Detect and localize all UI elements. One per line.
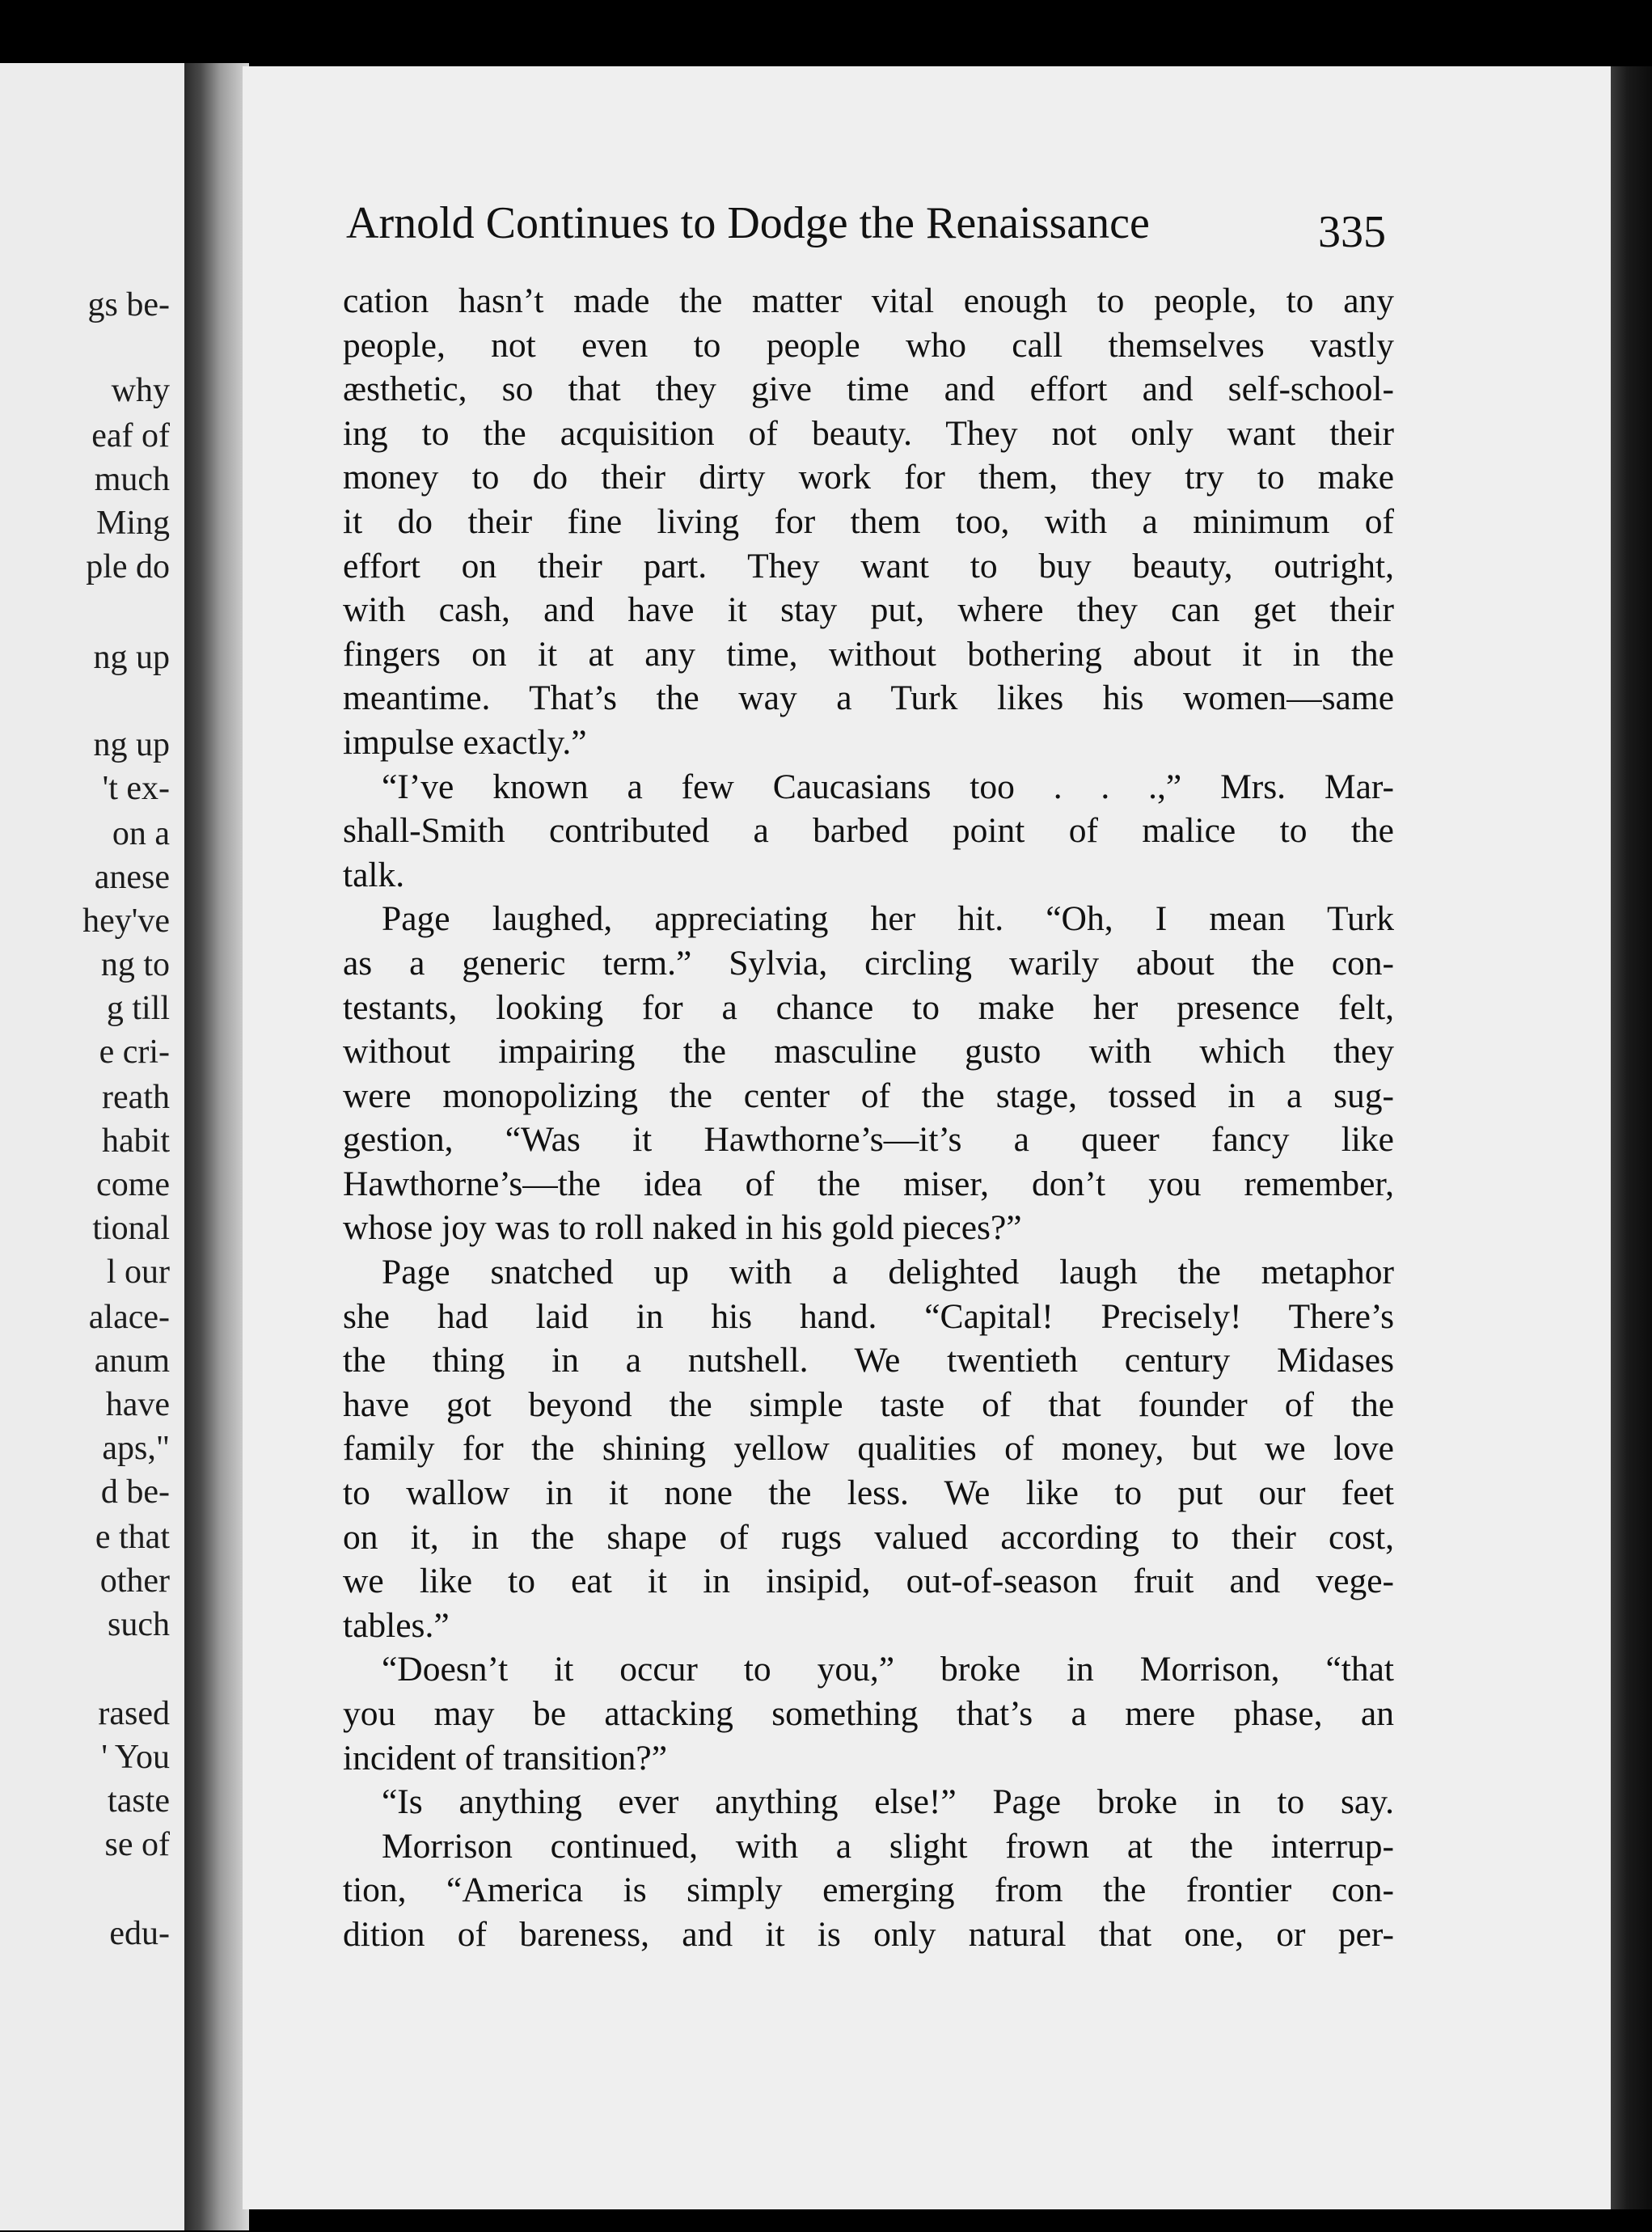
body-line: money to do their dirty work for them, they try to make <box>343 458 1394 497</box>
body-line: talk. <box>343 855 405 894</box>
page-edge-shadow <box>1611 66 1652 2209</box>
left-page-line: 't ex- <box>102 770 170 807</box>
body-line: you may be attacking something that’s a mere phase, an <box>343 1694 1394 1733</box>
body-line: it do their fine living for them too, with a minimum of <box>343 501 1394 541</box>
body-line: the thing in a nutshell. We twentieth century Midases <box>343 1341 1394 1380</box>
left-page-line: have <box>105 1386 170 1423</box>
left-page-line: reath <box>102 1079 170 1116</box>
body-line: Page snatched up with a delighted laugh the metaphor <box>382 1253 1394 1292</box>
left-page-line: e that <box>95 1519 170 1556</box>
body-line: meantime. That’s the way a Turk likes his women—same <box>343 678 1394 718</box>
left-page-line: e cri- <box>99 1034 170 1071</box>
left-page-line: taste <box>108 1782 170 1820</box>
left-page-line: why <box>111 372 170 409</box>
body-line: on it, in the shape of rugs valued according to their cost, <box>343 1517 1394 1557</box>
body-line: dition of bareness, and it is only natural that one, or per- <box>343 1914 1394 1954</box>
body-line: tables.” <box>343 1605 450 1645</box>
body-line: to wallow in it none the less. We like to put our feet <box>343 1473 1394 1513</box>
body-line: have got beyond the simple taste of that founder of the <box>343 1384 1394 1424</box>
body-line: incident of transition?” <box>343 1738 668 1778</box>
left-page-line: ng up <box>93 726 170 763</box>
left-page-line: aps," <box>102 1430 170 1467</box>
left-page-line: ple do <box>86 548 170 585</box>
body-line: without impairing the masculine gusto with which they <box>343 1032 1394 1072</box>
left-page-line: d be- <box>100 1473 170 1511</box>
body-line: we like to eat it in insipid, out-of-season fruit and vege- <box>343 1562 1394 1601</box>
body-line: ing to the acquisition of beauty. They not only want their <box>343 413 1394 453</box>
left-page-line: ' You <box>101 1739 170 1776</box>
body-line: with cash, and have it stay put, where they can get their <box>343 590 1394 630</box>
body-line: testants, looking for a chance to make her presence felt, <box>343 987 1394 1027</box>
left-page-line: anum <box>94 1342 170 1380</box>
body-line: people, not even to people who call themselves vastly <box>343 325 1394 365</box>
body-line: æsthetic, so that they give time and effort and self-school- <box>343 370 1394 409</box>
book-gutter <box>184 63 249 2230</box>
body-line: “Doesn’t it occur to you,” broke in Morrison, “that <box>382 1650 1394 1689</box>
page-number: 335 <box>1318 207 1386 257</box>
left-page-line: gs be- <box>87 286 170 323</box>
left-page-line: Ming <box>95 505 170 542</box>
left-page-line: other <box>99 1562 170 1600</box>
body-text <box>343 279 1394 1957</box>
left-page-line: much <box>94 461 170 498</box>
left-page-line: eaf of <box>91 417 170 454</box>
body-line: family for the shining yellow qualities of money, but we love <box>343 1429 1394 1469</box>
left-page-line: on a <box>112 815 170 852</box>
left-page-line: habit <box>102 1122 170 1160</box>
body-line: gestion, “Was it Hawthorne’s—it’s a queer fancy like <box>343 1120 1394 1160</box>
left-page-line: se of <box>104 1826 170 1863</box>
body-line: as a generic term.” Sylvia, circling warily about the con- <box>343 943 1394 983</box>
body-line: “Is anything ever anything else!” Page broke in to say. <box>382 1782 1394 1822</box>
body-line: Hawthorne’s—the idea of the miser, don’t you remember, <box>343 1164 1394 1203</box>
running-head: Arnold Continues to Dodge the Renaissance <box>346 198 1150 248</box>
body-line: impulse exactly.” <box>343 722 587 762</box>
left-page-line: come <box>96 1166 170 1203</box>
body-line: Page laughed, appreciating her hit. “Oh, I mean Turk <box>382 899 1394 939</box>
left-page-line: hey've <box>82 903 170 940</box>
body-line: Morrison continued, with a slight frown at the interrup- <box>382 1826 1394 1866</box>
body-line: she had laid in his hand. “Capital! Precisely! There’s <box>343 1296 1394 1336</box>
left-page-line: edu- <box>109 1915 170 1952</box>
body-line: shall-Smith contributed a barbed point of malice to the <box>343 811 1394 851</box>
body-line: effort on their part. They want to buy beauty, outright, <box>343 546 1394 585</box>
body-line: fingers on it at any time, without bothering about it in the <box>343 634 1394 674</box>
body-line: “I’ve known a few Caucasians too . . .,” Mrs. Mar- <box>382 767 1394 806</box>
body-line: whose joy was to roll naked in his gold pieces?” <box>343 1208 1022 1248</box>
left-page-line: rased <box>98 1695 170 1732</box>
body-line: cation hasn’t made the matter vital enough to people, to any <box>343 281 1394 320</box>
left-page-line: tional <box>92 1210 170 1247</box>
body-line: were monopolizing the center of the stage, tossed in a sug- <box>343 1076 1394 1115</box>
left-page-line: ng up <box>93 639 170 676</box>
left-page-line: anese <box>94 859 170 896</box>
body-line: tion, “America is simply emerging from the frontier con- <box>343 1871 1394 1910</box>
left-page-line: ng to <box>100 946 170 983</box>
left-page-line: g till <box>106 990 170 1027</box>
left-page-line: alace- <box>88 1299 170 1336</box>
left-page-line: such <box>108 1606 170 1643</box>
left-page-line: l our <box>106 1253 170 1291</box>
